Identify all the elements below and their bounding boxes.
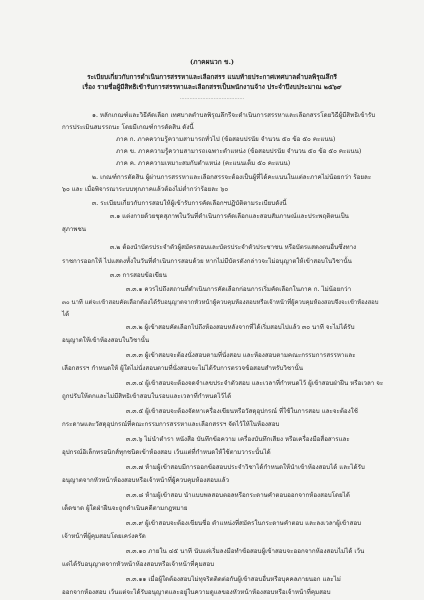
appendix-label: (ภาคผนวก ข.) [189,58,235,66]
paragraph-line: ๓.๓.๗ ห้ามผู้เข้าสอบมีการออกข้อสอบประจำวิชาได้กำหนดให้นำเข้าห้องสอบได้ และได้รับ [126,464,365,471]
paragraph-line: กระดาษและวัสดุอุปกรณ์ที่คณะกรรมการสรรหาและเลือกสรรฯ จัดไว้ให้ในห้องสอบ [62,421,280,428]
paragraph-line: ๓.๓.๓ ผู้เข้าสอบจะต้องนั่งสอบตามที่นั่งสอบ และห้องสอบตามคณะกรรมการสรรหาและ [126,352,356,359]
paragraph-line: ๓.๓.๙ ผู้เข้าสอบจะต้องเขียนชื่อ ตำแหน่งที่สมัครในกระดาษคำตอบ และลงเวลาผู้เข้าสอบ [126,520,362,527]
paragraph-line: อนุญาตจากหัวหน้าห้องสอบหรือเจ้าหน้าที่ผู้ควบคุมห้องสอบแล้ว [62,477,230,484]
paragraph-line: แต่ได้รับอนุญาตจากหัวหน้าห้องสอบหรือเจ้าหน้าที่คุมสอบ [62,561,215,568]
document-title: ระเบียบเกี่ยวกับการดำเนินการสรรหาและเลือกสรร แนบท้ายประกาศเทศบาลตำบลพิรุณลึกรี [87,73,337,81]
paragraph-line: ๓.๓ การสอบข้อเขียน [110,272,167,279]
paragraph-line: การประเมินสมรรถนะ โดยมีเกณฑ์การตัดสิน ดังนี้ [62,124,194,131]
paragraph-line: อุปกรณ์อิเล็กทรอนิกส์ทุกชนิดเข้าห้องสอบ เว้นแต่ที่กำหนดให้ใช้ตามวาระนั้นได้ [62,449,271,456]
paragraph-line: ๓.๓.๘ ห้ามผู้เข้าสอบ นำแบบพลสอบตอลหรือกระดาษคำตอบออกจากห้องสอบโดยได้ [126,492,350,499]
paragraph-line: ออกจากห้องสอบ เว้นแต่จะได้รับอนุญาตและอยู่ในความดูแลของหัวหน้าห้องสอบหรือเจ้าหน้าที่คุมสอบ [62,589,331,596]
paragraph-line: ถูกปรับให้ตกและไม่มีสิทธิเข้าสอบในรอบและเวลาที่กำหนดไว้ได้ [62,393,232,400]
paragraph-line: ๓. ระเบียบเกี่ยวกับการสอบให้ผู้เข้ารับการคัดเลือกฯปฏิบัติตามระเบียบดังนี้ [92,200,287,207]
paragraph-line: ภาค ข. ภาคความรู้ความสามารถเฉพาะตำแหน่ง (ข้อสอบปรนัย จำนวน ๕๐ ข้อ ๕๐ คะแนน) [116,148,362,155]
paragraph-line: เลือกสรรฯ กำหนดให้ ผู้ใดไม่นั่งสอบตามที่นั่งสอบจะไม่ได้รับการตรวจข้อสอบสำหรับวิชานั้น [62,365,304,372]
paragraph-line: ๑. หลักเกณฑ์และวิธีคัดเลือก เทศบาลตำบลพิรุณลึกรีจะดำเนินการสรรหาและเลือกสรรโดยวิธีผู้มีสิทธิเข้ารับ [92,112,376,119]
paragraph-line: ๓.๓.๕ ผู้เข้าสอบจะต้องจัดหาเครื่องเขียนหรือวัสดุอุปกรณ์ ที่ใช้ในการสอบ และจะต้องใช้ [126,408,358,415]
paragraph-line: ได้ [62,311,70,318]
paragraph-line: ๓.๓.๒ ผู้เข้าสอบคัดเลือกไปถึงห้องสอบหลังจากที่ได้เริ่มสอบไปแล้ว ๓๐ นาที จะไม่ได้รับ [126,324,355,331]
paragraph-line: ๓.๒ ต้องนำบัตรประจำตัวผู้สมัครสอบและบัตรประจำตัวประชาชน หรือบัตรแสดงตนอื่นซึ่งทาง [110,244,357,251]
paragraph-line: ราชการออกให้ ไปแสดงทั้งในวันที่ดำเนินการสอบด้วย หากไม่มีบัตรดังกล่าวจะไม่อนุญาตให้เข้าสอบในวิชานั้น [62,258,352,265]
paragraph-line: ๓.๓.๑ ควรไปถึงสถานที่ดำเนินการคัดเลือกก่อนการเริ่มคัดเลือกในภาค ก. ไม่น้อยกว่า [126,286,352,293]
paragraph-line: ๓.๓.๑๑ เมื่อผู้ใดต้องสอบไม่ทุจริตติดต่อกับผู้เข้าสอบอื่นหรือบุคคลภายนอก และไม่ [126,576,341,583]
paragraph-line: ภาค ค. ภาคความเหมาะสมกับตำแหน่ง (คะแนนเต็ม ๕๐ คะแนน) [116,160,291,167]
document-subject: เรื่อง รายชื่อผู้มีสิทธิเข้ารับการสรรหาและเลือกสรรเป็นพนักงานจ้าง ประจำปีงบประมาณ ๒๕๖๙ [82,83,342,91]
paragraph-line: อนุญาตให้เข้าห้องสอบในวิชานั้น [62,337,150,344]
title-separator: ........................................ [179,95,245,101]
paragraph-line: ๓.๑ แต่งกายด้วยชุดสุภาพในวันที่ดำเนินการคัดเลือกและสอบสัมภาษณ์และประพฤติตนเป็น [110,213,349,220]
paragraph-line: เจ้าหน้าที่ผู้คุมสอบโดยเคร่งครัด [62,533,146,540]
paragraph-line: ๓.๓.๑๐ ภายใน ๔๕ นาที นับแต่เริ่มลงมือทำข้อสอบผู้เข้าสอบจะออกจากห้องสอบไม่ได้ เว้น [126,548,365,555]
paragraph-line: ๖๐ และ เมื่อพิจารณาระบบทุกภาคแล้วต้องไม่ต่ำกว่าร้อยละ ๖๐ [62,186,229,193]
paragraph-line: เด็ดขาด ผู้ใดฝ่าฝืนจะถูกดำเนินคดีตามกฎหมาย [62,505,188,512]
paragraph-line: ๓.๓.๔ ผู้เข้าสอบจะต้องจดจำเลขประจำตัวสอบ และเวลาที่กำหนดไว้ ผู้เข้าสอบฝ่าฝืน หรือเวลา จะ [126,380,384,387]
paragraph-line: ๓๐ นาที แต่จะเข้าสอบคัดเลือกต้องได้รับอนุญาตจากหัวหน้าผู้ควบคุมห้องสอบหรือเจ้าหน้าที่ผู้ควบคุมห้องสอบจึงจะเข้าห้องสอบ [62,300,379,306]
paragraph-line: ๒. เกณฑ์การตัดสิน ผู้ผ่านการสรรหาและเลือกสรรจะต้องเป็นผู้ที่ได้คะแนนในแต่ละภาคไม่น้อยกว่า ร้อยละ [92,174,372,181]
paragraph-line: ภาค ก. ภาคความรู้ความสามารถทั่วไป (ข้อสอบปรนัย จำนวน ๕๐ ข้อ ๕๐ คะแนน) [116,136,336,143]
paragraph-line: ๓.๓.๖ ไม่นำตำรา หนังสือ บันทึกข้อความ เครื่องบันทึกเสียง หรือเครื่องมือสื่อสารและ [126,436,350,443]
paragraph-line: สุภาพชน [62,226,86,233]
